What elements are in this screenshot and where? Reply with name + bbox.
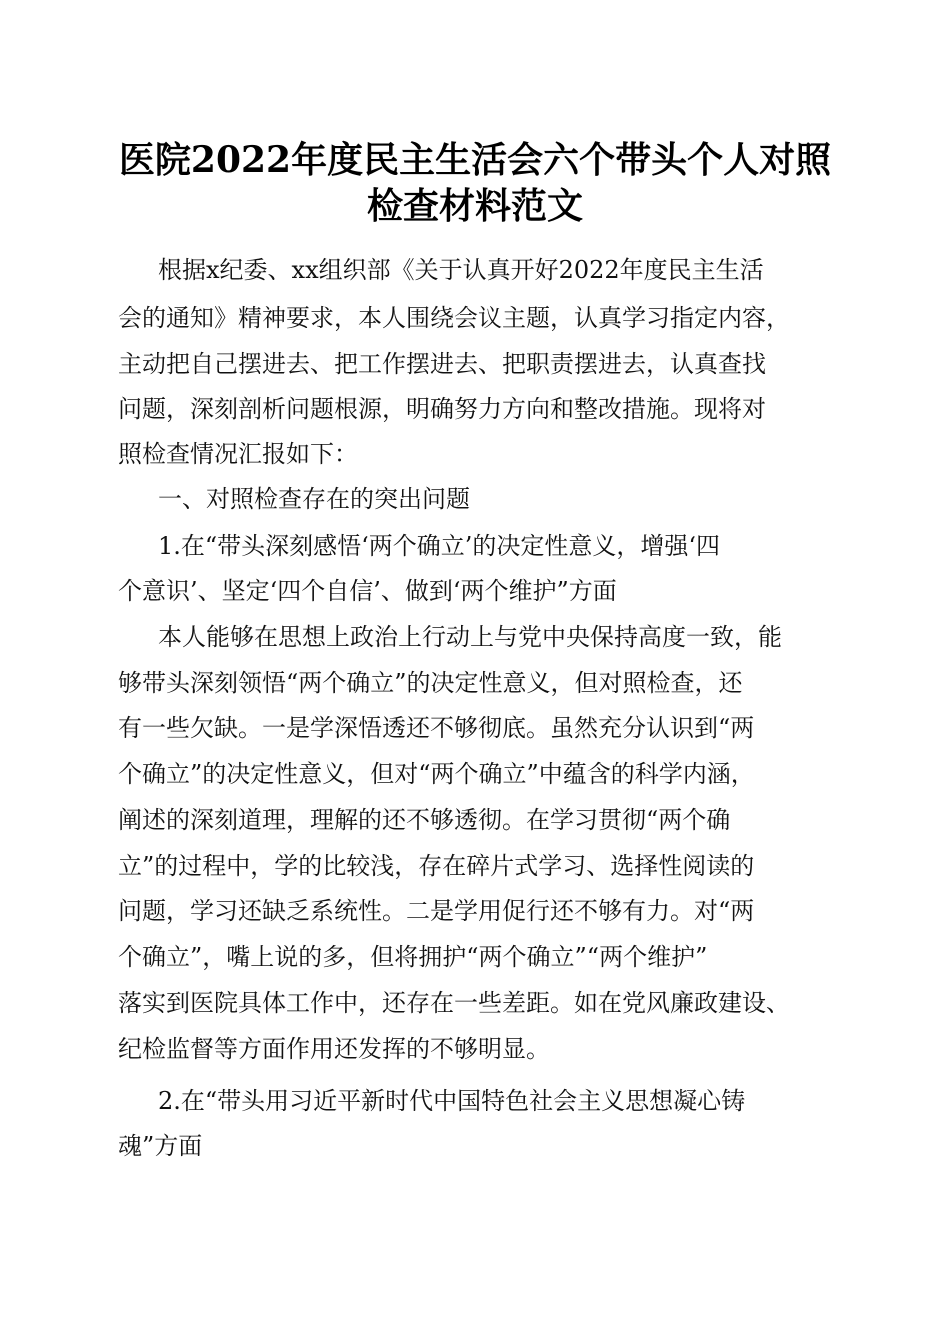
item-heading-line: 2.在“带头用习近平新时代中国特色社会主义思想凝心铸 xyxy=(158,1087,746,1115)
paragraph-line: 立”的过程中，学的比较浅，存在碎片式学习、选择性阅读的 xyxy=(118,852,755,880)
paragraph-line: 个确立”，嘴上说的多，但将拥护“两个确立”“两个维护” xyxy=(118,943,708,971)
paragraph-intro-line: 根据x纪委、xx组织部《关于认真开好2022年度民主生活 xyxy=(158,256,764,284)
item-heading-line: 1.在“带头深刻感悟‘两个确立’的决定性意义，增强‘四 xyxy=(158,532,721,560)
paragraph-line: 落实到医院具体工作中，还存在一些差距。如在党风廉政建设、 xyxy=(118,989,790,1017)
item-heading-line: 魂”方面 xyxy=(118,1132,203,1160)
paragraph-intro-line: 照检查情况汇报如下： xyxy=(118,440,358,468)
paragraph-line: 够带头深刻领悟“两个确立”的决定性意义，但对照检查，还 xyxy=(118,669,743,697)
section-heading: 一、对照检查存在的突出问题 xyxy=(158,485,470,513)
paragraph-line: 问题，学习还缺乏系统性。二是学用促行还不够有力。对“两 xyxy=(118,897,755,925)
paragraph-line: 个确立”的决定性意义，但对“两个确立”中蕴含的科学内涵， xyxy=(118,760,755,788)
document-title-line-1: 医院2022年度民主生活会六个带头个人对照 xyxy=(118,139,832,181)
paragraph-line: 阐述的深刻道理，理解的还不够透彻。在学习贯彻“两个确 xyxy=(118,806,731,834)
paragraph-intro-line: 问题，深刻剖析问题根源，明确努力方向和整改措施。现将对 xyxy=(118,395,766,423)
paragraph-intro-line: 主动把自己摆进去、把工作摆进去、把职责摆进去，认真查找 xyxy=(118,350,766,378)
paragraph-line: 纪检监督等方面作用还发挥的不够明显。 xyxy=(118,1035,550,1063)
paragraph-line: 有一些欠缺。一是学深悟透还不够彻底。虽然充分认识到“两 xyxy=(118,714,755,742)
paragraph-intro-line: 会的通知》精神要求，本人围绕会议主题，认真学习指定内容， xyxy=(118,304,790,332)
item-heading-line: 个意识’、坚定‘四个自信’、做到‘两个维护”方面 xyxy=(118,577,617,605)
paragraph-line: 本人能够在思想上政治上行动上与党中央保持高度一致，能 xyxy=(158,623,782,651)
document-title-line-2: 检查材料范文 xyxy=(366,185,583,227)
